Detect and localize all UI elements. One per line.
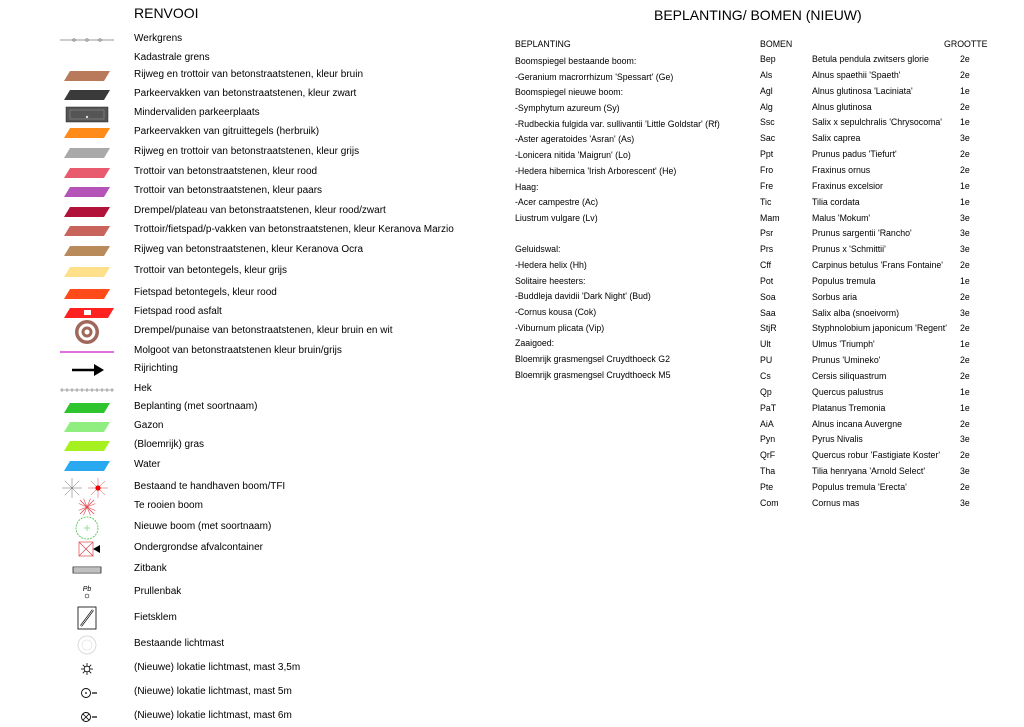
table-row xyxy=(758,337,998,353)
table-row xyxy=(758,369,998,385)
tree-name: Ulmus 'Triumph' xyxy=(812,339,875,350)
table-row xyxy=(758,353,998,369)
tree-size: 1e xyxy=(960,85,970,96)
tree-size: 1e xyxy=(960,196,970,207)
tree-name: Quercus palustrus xyxy=(812,386,884,397)
planting-list xyxy=(515,38,755,383)
legend-row xyxy=(0,684,480,702)
tree-size: 3e xyxy=(960,466,970,477)
tree-code: Saa xyxy=(760,307,776,318)
tree-code: Agl xyxy=(760,85,773,96)
legend-row xyxy=(0,203,480,221)
tree-name: Cersis siliquastrum xyxy=(812,371,887,381)
swatch-icon xyxy=(60,457,114,475)
legend-row xyxy=(0,361,480,379)
table-row xyxy=(758,417,998,433)
table-row xyxy=(758,448,998,464)
legend-label: (Nieuwe) lokatie lichtmast, mast 6m xyxy=(134,710,292,721)
planting-line: -Aster ageratoides 'Asran' (As) xyxy=(515,134,635,145)
table-row xyxy=(758,211,998,227)
legend-label: Trottoir van betonstraatstenen, kleur paars xyxy=(134,185,323,196)
legend-label: Rijweg en trottoir van betonstraatstenen, kleur grijs xyxy=(134,146,360,157)
swatch-icon xyxy=(60,67,114,85)
legend-row xyxy=(0,418,480,436)
afval-icon xyxy=(60,540,114,558)
tree-code: Pot xyxy=(760,275,774,286)
table-row xyxy=(758,290,998,306)
legend-label: Nieuwe boom (met soortnaam) xyxy=(134,521,272,532)
tree-code: Alg xyxy=(760,101,773,112)
tree-code: Pte xyxy=(760,481,774,492)
tree-size: 3e xyxy=(960,497,970,508)
swatch-icon xyxy=(60,399,114,417)
legend-row xyxy=(0,323,480,341)
legend-label: Parkeervakken van gitruittegels (herbruik) xyxy=(134,126,320,137)
planting-line: -Rudbeckia fulgida var. sullivantii 'Little Goldstar' (Rf) xyxy=(515,118,720,129)
planting-line: Solitaire heesters: xyxy=(515,275,586,286)
table-row xyxy=(758,321,998,337)
legend-label: Gazon xyxy=(134,420,164,431)
tree-name: Alnus glutinosa 'Laciniata' xyxy=(812,85,913,96)
tree-code: Fre xyxy=(760,180,774,191)
legend-row xyxy=(0,343,480,361)
tree-size: 2e xyxy=(960,291,970,302)
tree-name: Fraxinus excelsior xyxy=(812,180,883,191)
planting-line: Geluidswal: xyxy=(515,244,561,255)
planting-title: BEPLANTING/ BOMEN (NIEUW) xyxy=(654,7,862,23)
tree-name: Alnus incana Auvergne xyxy=(812,418,902,429)
swatch-icon xyxy=(60,263,114,281)
tree-code: Sac xyxy=(760,133,776,144)
table-row xyxy=(758,496,998,512)
legend-row xyxy=(0,285,480,303)
tree-code: Tic xyxy=(760,196,772,207)
molgoot-icon xyxy=(60,343,114,361)
legend-label: Fietspad rood asfalt xyxy=(134,306,222,317)
table-row xyxy=(758,432,998,448)
tree-name: Betula pendula zwitsers glorie xyxy=(812,54,929,64)
legend-row xyxy=(0,105,480,123)
legend-row xyxy=(0,584,480,602)
tree-code: PaT xyxy=(760,402,777,413)
tree-size: 3e xyxy=(960,307,970,318)
tree-size: 1e xyxy=(960,339,970,350)
boom-bestaand-icon xyxy=(60,479,114,497)
tree-name: Salix caprea xyxy=(812,133,861,144)
table-row xyxy=(758,480,998,496)
table-row xyxy=(758,385,998,401)
table-row xyxy=(758,226,998,242)
tree-size: 2e xyxy=(960,450,970,461)
tree-name: Quercus robur 'Fastigiate Koster' xyxy=(812,450,941,461)
legend-label: Ondergrondse afvalcontainer xyxy=(134,542,263,553)
tree-size: 2e xyxy=(960,481,970,492)
tree-code: Als xyxy=(760,69,773,80)
tree-name: Platanus Tremonia xyxy=(812,402,886,413)
tree-size: 2e xyxy=(960,149,970,160)
legend-row xyxy=(0,67,480,85)
planting-line: Bloemrijk grasmengsel Cruydthoeck G2 xyxy=(515,354,670,365)
boom-rooien-icon xyxy=(60,498,114,516)
legend-label: Zitbank xyxy=(134,563,167,574)
legend-label: Trottoir van betontegels, kleur grijs xyxy=(134,265,288,276)
legend-row xyxy=(0,636,480,654)
legend-row xyxy=(0,519,480,537)
zitbank-icon xyxy=(60,561,114,579)
legend-label: Prullenbak xyxy=(134,586,182,597)
tree-code: Pyn xyxy=(760,434,776,445)
table-row xyxy=(758,147,998,163)
mast5-icon xyxy=(60,684,114,702)
swatch-icon xyxy=(60,86,114,104)
tree-name: Alnus glutinosa xyxy=(812,101,872,112)
planting-line: -Symphytum azureum (Sy) xyxy=(515,103,620,114)
legend-label: (Nieuwe) lokatie lichtmast, mast 3,5m xyxy=(134,662,301,673)
tree-code: Ult xyxy=(760,339,771,350)
tree-name: Styphnolobium japonicum 'Regent' xyxy=(812,323,947,334)
legend-row xyxy=(0,242,480,260)
legend-row xyxy=(0,144,480,162)
tree-code: QrF xyxy=(760,450,776,461)
legend-row xyxy=(0,304,480,322)
table-row xyxy=(758,115,998,131)
legend-label: Bestaand te handhaven boom/TFI xyxy=(134,481,286,492)
planting-line: Liustrum vulgare (Lv) xyxy=(515,212,598,223)
table-row xyxy=(758,306,998,322)
legend-label: Mindervaliden parkeerplaats xyxy=(134,107,260,118)
planting-line: -Hedera helix (Hh) xyxy=(515,259,587,270)
tree-name: Alnus spaethii 'Spaeth' xyxy=(812,69,901,80)
tree-name: Prunus 'Umineko' xyxy=(812,355,881,366)
planting-line: -Hedera hibernica 'Irish Arborescent' (He) xyxy=(515,165,677,176)
legend-row xyxy=(0,86,480,104)
swatch-icon xyxy=(60,242,114,260)
planting-line: Boomspiegel bestaande boom: xyxy=(515,56,637,66)
tree-name: Salix alba (snoeivorm) xyxy=(812,307,900,318)
trees-header-code: BOMEN xyxy=(760,39,793,49)
planting-line: Zaaigoed: xyxy=(515,338,555,349)
tree-size: 3e xyxy=(960,244,970,255)
table-row xyxy=(758,100,998,116)
legend-label: Rijweg en trottoir van betonstraatstenen, kleur bruin xyxy=(134,69,364,80)
tree-code: Bep xyxy=(760,54,776,64)
tree-size: 3e xyxy=(960,434,970,445)
planting-line: Haag: xyxy=(515,181,539,192)
tree-code: Mam xyxy=(760,212,780,223)
swatch-icon xyxy=(60,285,114,303)
tree-code: StjR xyxy=(760,323,777,334)
legend-label: Drempel/plateau van betonstraatstenen, kleur rood/zwart xyxy=(134,205,386,216)
table-row xyxy=(758,274,998,290)
table-row xyxy=(758,179,998,195)
legend-label: Fietsklem xyxy=(134,612,177,623)
legend-row xyxy=(0,31,480,49)
tree-name: Tilia henryana 'Arnold Select' xyxy=(812,466,926,477)
planting-line: -Cornus kousa (Cok) xyxy=(515,307,597,317)
werkgrens-icon xyxy=(60,31,114,49)
tree-name: Populus tremula 'Erecta' xyxy=(812,481,907,492)
legend-row xyxy=(0,381,480,399)
tree-name: Tilia cordata xyxy=(812,196,860,207)
tree-size: 2e xyxy=(960,418,970,429)
mast6-icon xyxy=(60,708,114,726)
tree-size: 3e xyxy=(960,133,970,144)
table-row xyxy=(758,84,998,100)
tree-name: Fraxinus ornus xyxy=(812,164,871,175)
legend-row xyxy=(0,399,480,417)
legend-row xyxy=(0,660,480,678)
hek-icon xyxy=(60,381,114,399)
tree-name: Prunus x 'Schmittii' xyxy=(812,244,886,255)
tree-size: 1e xyxy=(960,275,970,286)
legend-label: Rijrichting xyxy=(134,363,178,374)
arrow-icon xyxy=(60,361,114,379)
planting-line: Boomspiegel nieuwe boom: xyxy=(515,87,624,98)
planting-line xyxy=(515,227,755,243)
legend-label: Te rooien boom xyxy=(134,500,203,511)
swatch-icon xyxy=(60,164,114,182)
legend-label: Parkeervakken van betonstraatstenen, kleur zwart xyxy=(134,88,357,99)
planting-line: -Lonicera nitida 'Maigrun' (Lo) xyxy=(515,150,631,161)
legend-label: (Nieuwe) lokatie lichtmast, mast 5m xyxy=(134,686,292,697)
punaise-icon xyxy=(60,323,114,341)
swatch-icon xyxy=(60,183,114,201)
legend-label: Beplanting (met soortnaam) xyxy=(134,401,258,412)
planting-line: -Acer campestre (Ac) xyxy=(515,197,599,208)
tree-size: 3e xyxy=(960,228,970,239)
table-row xyxy=(758,52,998,68)
swatch-icon xyxy=(60,437,114,455)
legend-row xyxy=(0,263,480,281)
legend-label: Kadastrale grens xyxy=(134,52,210,63)
tree-code: PU xyxy=(760,355,773,366)
tree-name: Populus tremula xyxy=(812,275,876,286)
legend-label: Molgoot van betonstraatstenen kleur bruin/grijs xyxy=(134,345,342,356)
planting-header: BEPLANTING xyxy=(515,39,571,49)
tree-code: Com xyxy=(760,497,779,508)
legend-row xyxy=(0,124,480,142)
tree-size: 2e xyxy=(960,371,970,381)
tree-size: 1e xyxy=(960,402,970,413)
legend-label: Bestaande lichtmast xyxy=(134,638,225,649)
legend-row xyxy=(0,708,480,726)
tree-code: Cff xyxy=(760,260,772,271)
mast35-icon xyxy=(60,660,114,678)
planting-line: -Geranium macrorrhizum 'Spessart' (Ge) xyxy=(515,71,674,82)
legend-label: Drempel/punaise van betonstraatstenen, kleur bruin en wit xyxy=(134,325,393,336)
legend-row xyxy=(0,479,480,497)
tree-name: Salix x sepulchralis 'Chrysocoma' xyxy=(812,117,942,128)
tree-name: Prunus sargentii 'Rancho' xyxy=(812,228,912,239)
tree-code: Ssc xyxy=(760,117,775,128)
planting-line: -Buddleja davidii 'Dark Night' (Bud) xyxy=(515,291,651,302)
tree-size: 1e xyxy=(960,117,970,128)
tree-size: 2e xyxy=(960,101,970,112)
swatch-icon xyxy=(60,203,114,221)
table-row xyxy=(758,258,998,274)
tree-code: AiA xyxy=(760,418,774,429)
legend-row xyxy=(0,183,480,201)
fietspad-asfalt-icon xyxy=(60,304,114,322)
prullenbak-icon xyxy=(60,584,114,602)
lichtmast-bestaand-icon xyxy=(60,636,114,654)
legend-label: Hek xyxy=(134,383,152,394)
legend-row xyxy=(0,457,480,475)
table-row xyxy=(758,195,998,211)
tree-size: 2e xyxy=(960,260,970,271)
legend-row xyxy=(0,498,480,516)
legend-row xyxy=(0,50,480,68)
swatch-icon xyxy=(60,418,114,436)
tree-name: Pyrus Nivalis xyxy=(812,434,863,445)
tree-code: Ppt xyxy=(760,149,774,160)
tree-size: 2e xyxy=(960,164,970,175)
tree-size: 1e xyxy=(960,386,970,397)
tree-size: 2e xyxy=(960,355,970,366)
tree-code: Prs xyxy=(760,244,774,255)
tree-name: Malus 'Mokum' xyxy=(812,212,871,223)
table-row xyxy=(758,242,998,258)
planting-line: -Viburnum plicata (Vip) xyxy=(515,322,605,333)
legend-row xyxy=(0,561,480,579)
legend-label: Rijweg van betonstraatstenen, kleur Keranova Ocra xyxy=(134,244,364,255)
swatch-icon xyxy=(60,222,114,240)
legend-row xyxy=(0,222,480,240)
fietsklem-icon xyxy=(60,610,114,628)
blank-icon xyxy=(60,50,114,68)
legend-row xyxy=(0,610,480,628)
table-row xyxy=(758,401,998,417)
svg-text:Pb: Pb xyxy=(82,586,92,593)
tree-code: Psr xyxy=(760,228,774,239)
tree-size: 1e xyxy=(960,180,970,191)
planting-line: Bloemrijk grasmengsel Cruydthoeck M5 xyxy=(515,369,671,380)
table-row xyxy=(758,68,998,84)
legend-row xyxy=(0,540,480,558)
tree-size: 2e xyxy=(960,69,970,80)
tree-size: 2e xyxy=(960,323,970,334)
legend-title: RENVOOI xyxy=(134,5,199,21)
legend-label: Trottoir/fietspad/p-vakken van betonstraatstenen, kleur Keranova Marzio xyxy=(134,224,454,235)
tree-code: Tha xyxy=(760,466,776,477)
legend-row xyxy=(0,437,480,455)
tree-size: 2e xyxy=(960,54,970,64)
table-row xyxy=(758,131,998,147)
tree-name: Sorbus aria xyxy=(812,291,857,302)
tree-code: Qp xyxy=(760,386,772,397)
tree-size: 3e xyxy=(960,212,970,223)
tree-code: Soa xyxy=(760,291,776,302)
swatch-icon xyxy=(60,124,114,142)
tree-code: Fro xyxy=(760,164,774,175)
legend-row xyxy=(0,164,480,182)
tree-name: Carpinus betulus 'Frans Fontaine' xyxy=(812,260,943,271)
legend-label: (Bloemrijk) gras xyxy=(134,439,205,450)
trees-header-size: GROOTTE xyxy=(944,39,988,49)
tree-code: Cs xyxy=(760,371,771,381)
tree-name: Cornus mas xyxy=(812,497,860,508)
legend-label: Fietspad betontegels, kleur rood xyxy=(134,287,277,298)
table-row xyxy=(758,464,998,480)
swatch-icon xyxy=(60,144,114,162)
legend-label: Werkgrens xyxy=(134,33,183,44)
legend-label: Trottoir van betonstraatstenen, kleur rood xyxy=(134,166,318,177)
legend-label: Water xyxy=(134,459,161,470)
table-row xyxy=(758,163,998,179)
boom-nieuw-icon xyxy=(60,519,114,537)
tree-name: Prunus padus 'Tiefurt' xyxy=(812,149,897,160)
mindervaliden-icon xyxy=(60,105,114,123)
